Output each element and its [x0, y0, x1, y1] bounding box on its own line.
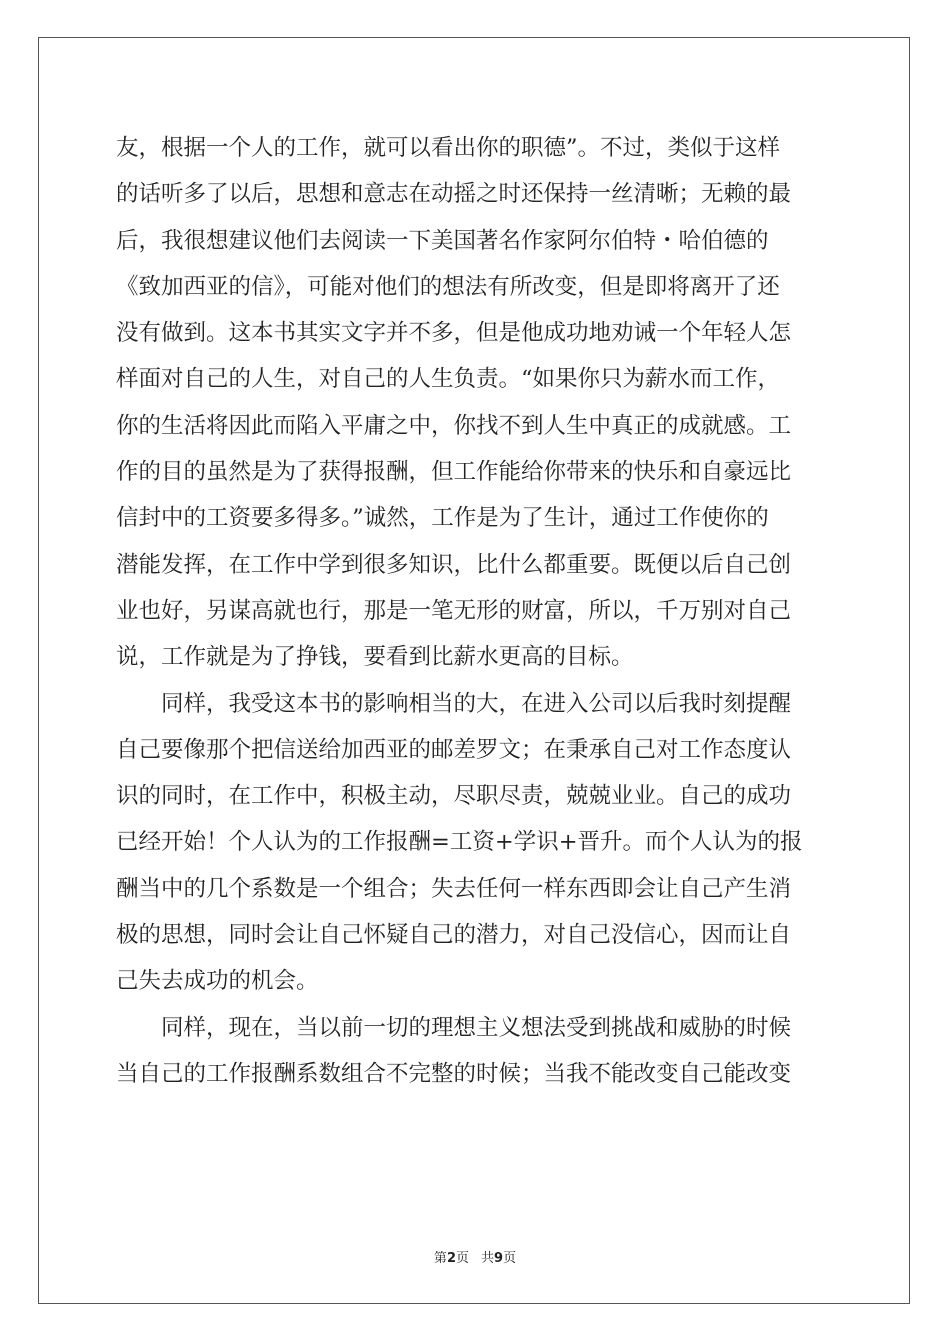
page-number: 2: [446, 1251, 456, 1266]
text-line: 说，工作就是为了挣钱，要看到比薪水更高的目标。: [116, 644, 634, 671]
text-line: 酬当中的几个系数是一个组合；失去任何一样东西即会让自己产生消: [116, 875, 792, 902]
text-line: 潜能发挥，在工作中学到很多知识，比什么都重要。既便以后自己创: [116, 551, 792, 578]
text-line: 作的目的虽然是为了获得报酬，但工作能给你带来的快乐和自豪远比: [116, 459, 792, 486]
text-line: 同样，现在，当以前一切的理想主义想法受到挑战和威胁的时候: [116, 1014, 792, 1041]
text-line: 友，根据一个人的工作，就可以看出你的职德”。不过，类似于这样: [116, 135, 781, 161]
text-line: 后，我很想建议他们去阅读一下美国著名作家阿尔伯特・哈伯德的: [116, 227, 769, 254]
total-suffix: 页: [503, 1251, 517, 1266]
text-line: 《致加西亚的信》，可能对他们的想法有所改变，但是即将离开了还: [116, 273, 780, 300]
text-line: 的话听多了以后，思想和意志在动摇之时还保持一丝清晰；无赖的最: [116, 181, 792, 208]
text-line: 己失去成功的机会。: [116, 968, 319, 995]
page-prefix: 第: [433, 1251, 447, 1266]
document-body: [116, 125, 832, 1097]
text-line: 信封中的工资要多得多。”诚然，工作是为了生计，通过工作使你的: [116, 505, 769, 532]
text-line: 已经开始！个人认为的工作报酬=工资+学识+晋升。而个人认为的报: [116, 829, 803, 856]
text-line: 你的生活将因此而陷入平庸之中，你找不到人生中真正的成就感。工: [116, 412, 792, 439]
text-line: 自己要像那个把信送给加西亚的邮差罗文；在秉承自己对工作态度认: [116, 736, 792, 763]
page-footer: [0, 1247, 950, 1266]
text-line: 识的同时，在工作中，积极主动，尽职尽责，兢兢业业。自己的成功: [116, 783, 792, 810]
text-line: 样面对自己的人生，对自己的人生负责。“如果你只为薪水而工作，: [116, 366, 781, 393]
page-suffix: 页: [455, 1251, 469, 1266]
text-line: 没有做到。这本书其实文字并不多，但是他成功地劝诫一个年轻人怎: [116, 320, 792, 347]
text-line: 当自己的工作报酬系数组合不完整的时候；当我不能改变自己能改变: [116, 1060, 792, 1087]
total-prefix: 共: [481, 1251, 495, 1266]
text-line: 业也好，另谋高就也行，那是一笔无形的财富，所以，千万别对自己: [116, 597, 792, 624]
total-pages: 9: [494, 1251, 504, 1266]
text-line: 极的思想，同时会让自己怀疑自己的潜力，对自己没信心，因而让自: [116, 922, 792, 949]
text-line: 同样，我受这本书的影响相当的大，在进入公司以后我时刻提醒: [116, 690, 792, 717]
